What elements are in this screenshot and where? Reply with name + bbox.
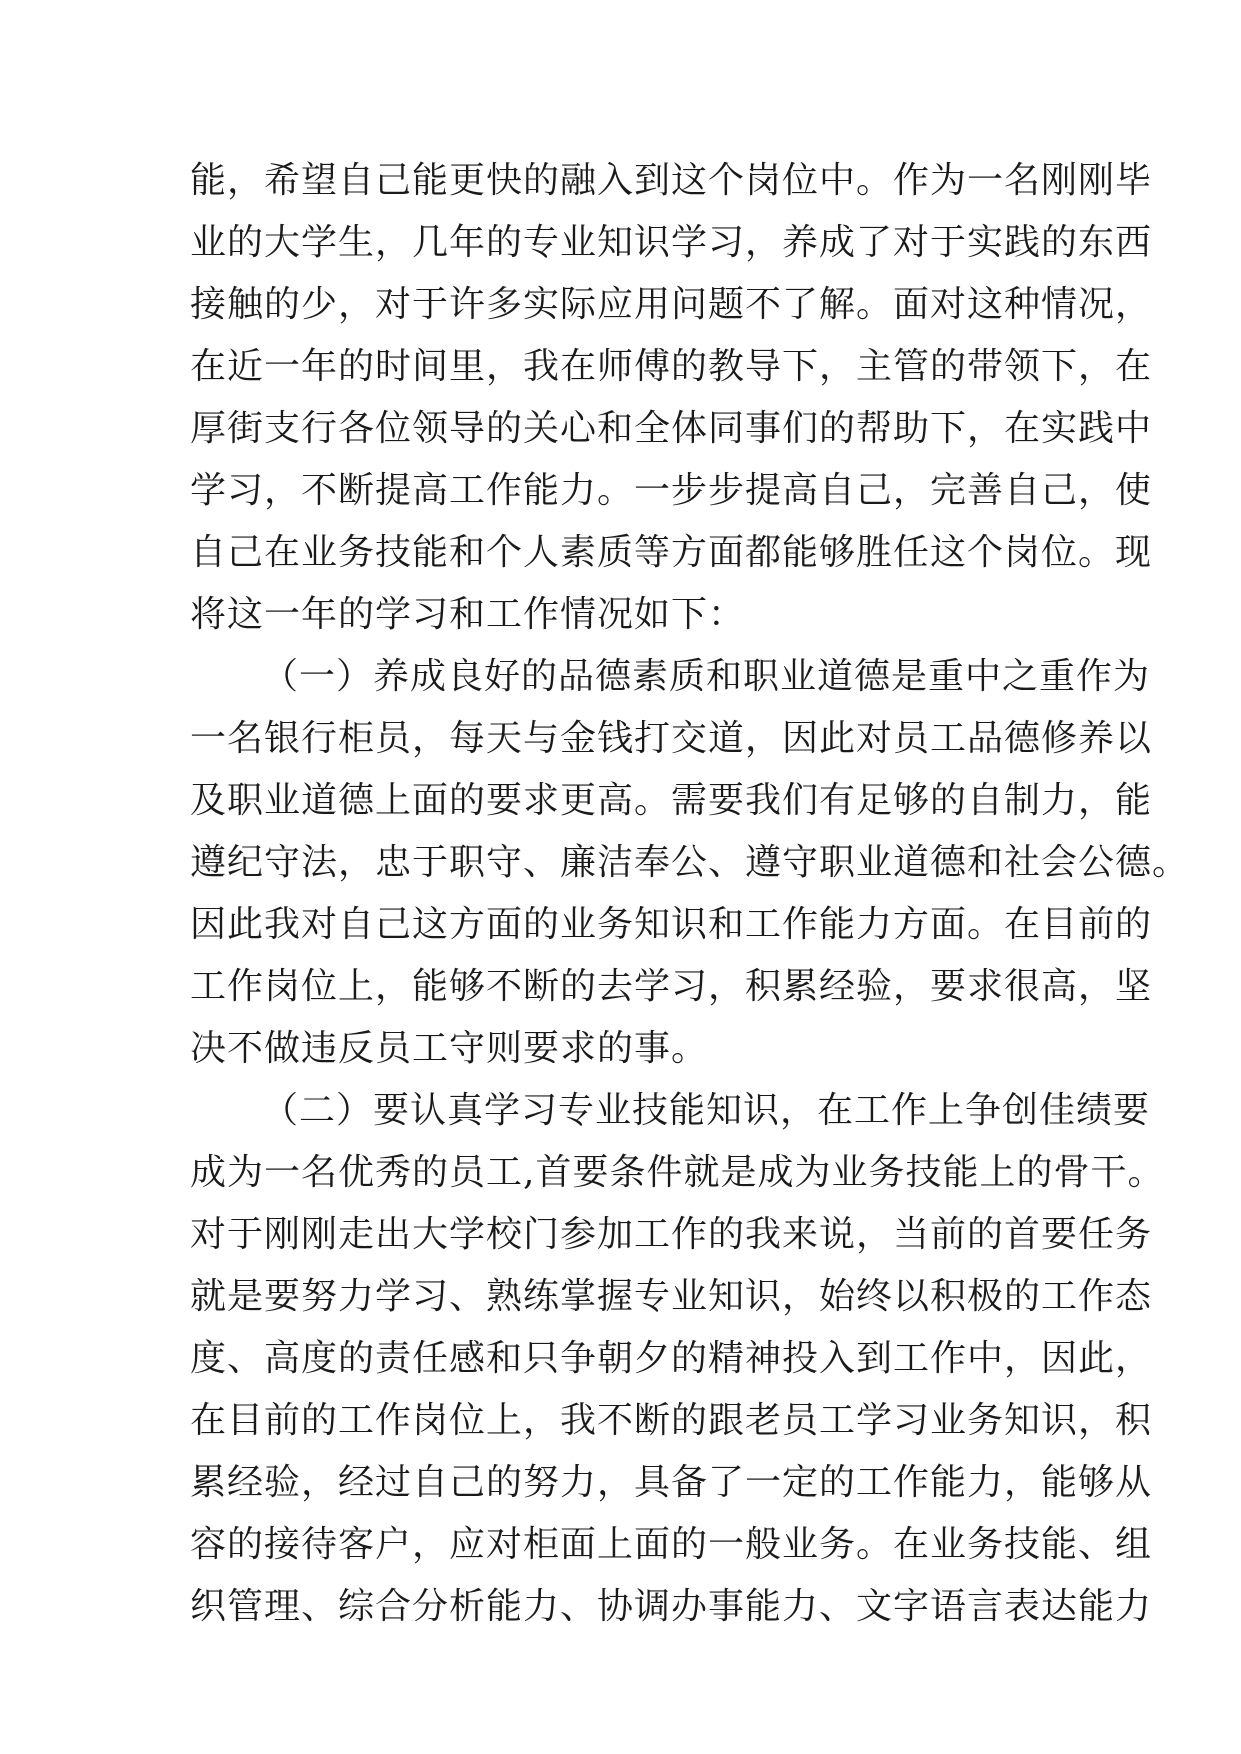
text-line: 遵纪守法，忠于职守、廉洁奉公、遵守职业道德和社会公德。 — [190, 842, 1190, 883]
text-line: 就是要努力学习、熟练掌握专业知识，始终以积极的工作态 — [190, 1276, 1153, 1317]
text-line: 度、高度的责任感和只争朝夕的精神投入到工作中，因此， — [190, 1338, 1153, 1379]
text-line: 决不做违反员工守则要求的事。 — [190, 1028, 709, 1069]
text-line: 一名银行柜员，每天与金钱打交道，因此对员工品德修养以 — [190, 718, 1153, 759]
text-line: 对于刚刚走出大学校门参加工作的我来说，当前的首要任务 — [190, 1214, 1153, 1255]
text-line: 成为一名优秀的员工,首要条件就是成为业务技能上的骨干。 — [190, 1152, 1165, 1193]
text-line: 能，希望自己能更快的融入到这个岗位中。作为一名刚刚毕 — [190, 160, 1153, 201]
text-line: 因此我对自己这方面的业务知识和工作能力方面。在目前的 — [190, 904, 1153, 945]
text-line: 在目前的工作岗位上，我不断的跟老员工学习业务知识，积 — [190, 1400, 1153, 1441]
section-heading-2: （二）要认真学习专业技能知识，在工作上争创佳绩要 — [262, 1090, 1151, 1131]
text-line: 及职业道德上面的要求更高。需要我们有足够的自制力，能 — [190, 780, 1153, 821]
section-heading-1: （一）养成良好的品德素质和职业道德是重中之重作为 — [262, 656, 1151, 697]
text-line: 织管理、综合分析能力、协调办事能力、文字语言表达能力 — [190, 1586, 1153, 1627]
text-line: 接触的少，对于许多实际应用问题不了解。面对这种情况， — [190, 284, 1153, 325]
text-line: 容的接待客户，应对柜面上面的一般业务。在业务技能、组 — [190, 1524, 1153, 1565]
text-line: 业的大学生，几年的专业知识学习，养成了对于实践的东西 — [190, 222, 1153, 263]
text-line: 在近一年的时间里，我在师傅的教导下，主管的带领下，在 — [190, 346, 1153, 387]
text-line: 学习，不断提高工作能力。一步步提高自己，完善自己，使 — [190, 470, 1153, 511]
text-line: 工作岗位上，能够不断的去学习，积累经验，要求很高，坚 — [190, 966, 1153, 1007]
text-line: 厚街支行各位领导的关心和全体同事们的帮助下，在实践中 — [190, 408, 1153, 449]
text-line: 累经验，经过自己的努力，具备了一定的工作能力，能够从 — [190, 1462, 1153, 1503]
text-line: 自己在业务技能和个人素质等方面都能够胜任这个岗位。现 — [190, 532, 1153, 573]
text-line: 将这一年的学习和工作情况如下： — [190, 594, 746, 635]
